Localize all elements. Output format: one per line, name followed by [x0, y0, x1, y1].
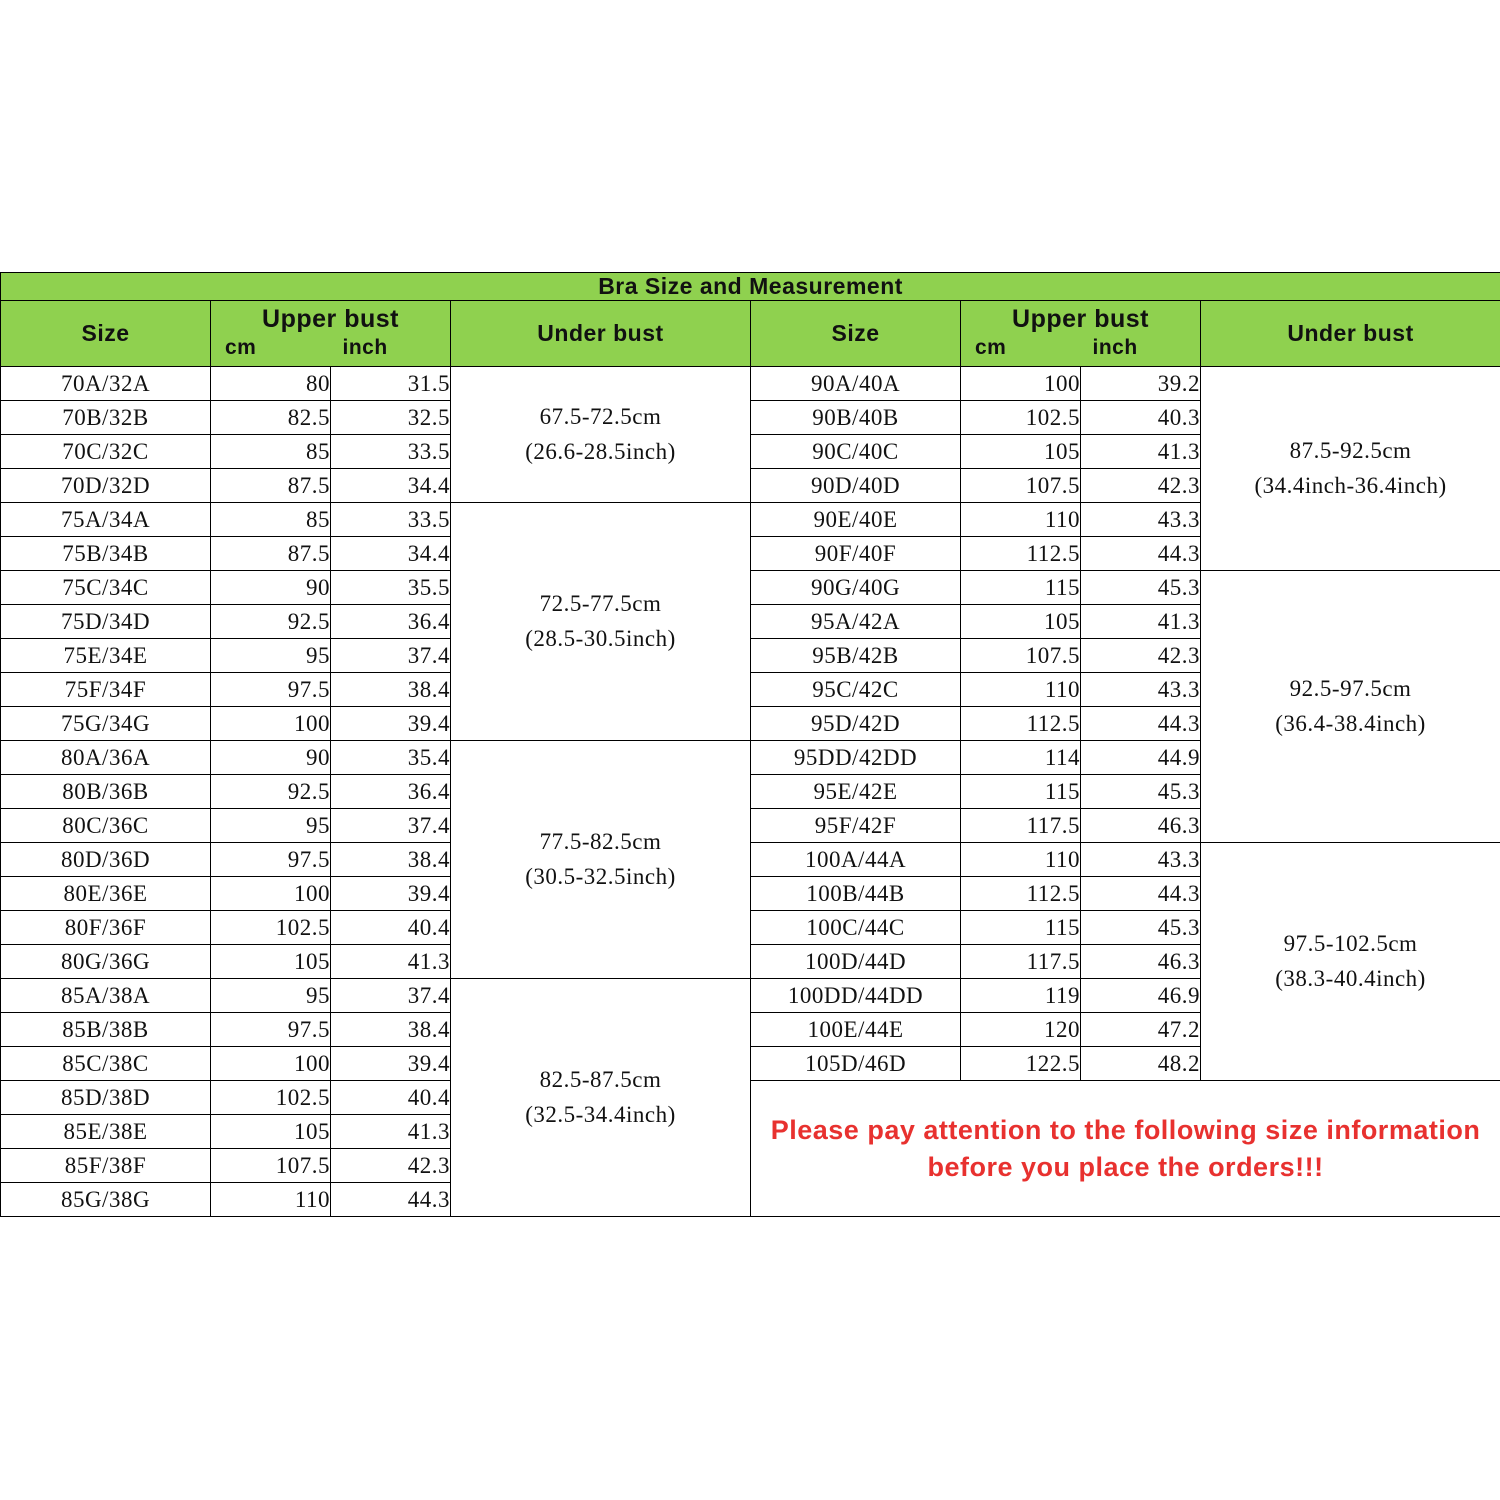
- row-inch-right: 43.3: [1081, 503, 1201, 537]
- row-size-right: 95A/42A: [751, 605, 961, 639]
- title-row: [1, 273, 1500, 301]
- row-cm-right: 114: [961, 741, 1081, 775]
- row-size-left: 75A/34A: [1, 503, 211, 537]
- row-size-left: 75C/34C: [1, 571, 211, 605]
- row-cm-right: 110: [961, 503, 1081, 537]
- under-bust-range-line1: 92.5-97.5cm: [1289, 676, 1412, 701]
- row-cm-right: 110: [961, 673, 1081, 707]
- row-inch-left: 33.5: [331, 503, 451, 537]
- row-cm-right: 115: [961, 571, 1081, 605]
- row-cm-right: 112.5: [961, 537, 1081, 571]
- row-inch-right: 46.3: [1081, 809, 1201, 843]
- row-cm-left: 100: [211, 877, 331, 911]
- header-under-bust-left: Under bust: [451, 301, 751, 367]
- row-cm-left: 97.5: [211, 1013, 331, 1047]
- row-cm-right: 117.5: [961, 809, 1081, 843]
- row-inch-left: 33.5: [331, 435, 451, 469]
- under-bust-range-left: [451, 979, 751, 1217]
- row-inch-left: 39.4: [331, 707, 451, 741]
- row-cm-right: 115: [961, 911, 1081, 945]
- table-row: [1, 843, 1500, 877]
- row-size-left: 75D/34D: [1, 605, 211, 639]
- table-row: [1, 1081, 1500, 1115]
- under-bust-range-line1: 97.5-102.5cm: [1283, 931, 1418, 956]
- row-size-left: 85A/38A: [1, 979, 211, 1013]
- row-cm-right: 112.5: [961, 707, 1081, 741]
- row-inch-left: 32.5: [331, 401, 451, 435]
- row-inch-right: 45.3: [1081, 911, 1201, 945]
- row-cm-right: 107.5: [961, 469, 1081, 503]
- row-size-left: 80F/36F: [1, 911, 211, 945]
- header-inch-right: inch: [1092, 336, 1138, 359]
- row-inch-left: 41.3: [331, 945, 451, 979]
- under-bust-range-line1: 82.5-87.5cm: [539, 1067, 662, 1092]
- header-size-right: Size: [751, 301, 961, 367]
- under-bust-range-line2: (34.4inch-36.4inch): [1254, 472, 1447, 498]
- row-size-right: 105D/46D: [751, 1047, 961, 1081]
- row-cm-left: 95: [211, 979, 331, 1013]
- header-cm-right: cm: [975, 336, 1007, 359]
- row-cm-left: 95: [211, 809, 331, 843]
- header-upper-bust-right-label: Upper bust: [1012, 305, 1149, 333]
- row-cm-left: 100: [211, 707, 331, 741]
- under-bust-range-line2: (32.5-34.4inch): [525, 1101, 676, 1127]
- size-notice-text: Please pay attention to the following size information before you place the orders!!!: [770, 1115, 1481, 1182]
- row-cm-right: 105: [961, 435, 1081, 469]
- row-size-right: 95E/42E: [751, 775, 961, 809]
- row-size-left: 85E/38E: [1, 1115, 211, 1149]
- row-cm-left: 107.5: [211, 1149, 331, 1183]
- under-bust-range-right: [1201, 367, 1500, 571]
- row-size-left: 75B/34B: [1, 537, 211, 571]
- row-cm-left: 105: [211, 1115, 331, 1149]
- row-size-right: 90A/40A: [751, 367, 961, 401]
- row-inch-left: 37.4: [331, 979, 451, 1013]
- row-cm-left: 100: [211, 1047, 331, 1081]
- row-inch-left: 40.4: [331, 911, 451, 945]
- row-cm-left: 102.5: [211, 911, 331, 945]
- row-size-right: 90E/40E: [751, 503, 961, 537]
- row-size-left: 80E/36E: [1, 877, 211, 911]
- under-bust-range-line2: (38.3-40.4inch): [1275, 965, 1426, 991]
- bra-size-table: [0, 272, 1500, 1217]
- row-inch-right: 45.3: [1081, 571, 1201, 605]
- row-inch-right: 43.3: [1081, 843, 1201, 877]
- row-inch-left: 38.4: [331, 843, 451, 877]
- under-bust-range-line1: 72.5-77.5cm: [539, 591, 662, 616]
- row-size-left: 80C/36C: [1, 809, 211, 843]
- row-size-left: 70D/32D: [1, 469, 211, 503]
- row-inch-left: 44.3: [331, 1183, 451, 1217]
- row-cm-right: 102.5: [961, 401, 1081, 435]
- row-cm-right: 122.5: [961, 1047, 1081, 1081]
- row-inch-left: 39.4: [331, 1047, 451, 1081]
- row-inch-right: 43.3: [1081, 673, 1201, 707]
- row-cm-right: 120: [961, 1013, 1081, 1047]
- row-size-left: 85G/38G: [1, 1183, 211, 1217]
- row-cm-left: 85: [211, 503, 331, 537]
- row-size-right: 90G/40G: [751, 571, 961, 605]
- row-size-left: 80G/36G: [1, 945, 211, 979]
- row-cm-left: 90: [211, 741, 331, 775]
- row-inch-left: 42.3: [331, 1149, 451, 1183]
- row-inch-right: 47.2: [1081, 1013, 1201, 1047]
- header-cm-left: cm: [225, 336, 257, 359]
- row-size-right: 95F/42F: [751, 809, 961, 843]
- row-size-left: 75F/34F: [1, 673, 211, 707]
- row-inch-right: 39.2: [1081, 367, 1201, 401]
- under-bust-range-line1: 77.5-82.5cm: [539, 829, 662, 854]
- row-size-right: 100C/44C: [751, 911, 961, 945]
- row-size-right: 90D/40D: [751, 469, 961, 503]
- row-cm-left: 105: [211, 945, 331, 979]
- row-cm-left: 92.5: [211, 775, 331, 809]
- row-cm-right: 105: [961, 605, 1081, 639]
- header-row: [1, 301, 1500, 367]
- row-cm-left: 97.5: [211, 843, 331, 877]
- row-inch-left: 39.4: [331, 877, 451, 911]
- under-bust-range-left: [451, 741, 751, 979]
- header-upper-bust-right: [961, 301, 1201, 367]
- row-size-right: 100DD/44DD: [751, 979, 961, 1013]
- header-upper-bust-left-label: Upper bust: [262, 305, 399, 333]
- row-size-right: 95DD/42DD: [751, 741, 961, 775]
- under-bust-range-right: [1201, 843, 1500, 1081]
- row-size-right: 100A/44A: [751, 843, 961, 877]
- under-bust-range-line2: (30.5-32.5inch): [525, 863, 676, 889]
- row-size-left: 75E/34E: [1, 639, 211, 673]
- under-bust-range-line2: (36.4-38.4inch): [1275, 710, 1426, 736]
- row-inch-right: 41.3: [1081, 605, 1201, 639]
- row-inch-left: 37.4: [331, 639, 451, 673]
- row-cm-left: 87.5: [211, 469, 331, 503]
- row-cm-left: 82.5: [211, 401, 331, 435]
- header-upper-bust-left: [211, 301, 451, 367]
- row-inch-right: 42.3: [1081, 469, 1201, 503]
- under-bust-range-right: [1201, 571, 1500, 843]
- row-cm-right: 117.5: [961, 945, 1081, 979]
- row-cm-right: 115: [961, 775, 1081, 809]
- row-inch-left: 36.4: [331, 605, 451, 639]
- row-size-right: 95C/42C: [751, 673, 961, 707]
- row-cm-right: 112.5: [961, 877, 1081, 911]
- row-size-left: 80B/36B: [1, 775, 211, 809]
- under-bust-range-line1: 67.5-72.5cm: [539, 404, 662, 429]
- row-cm-left: 95: [211, 639, 331, 673]
- row-inch-left: 34.4: [331, 469, 451, 503]
- row-inch-left: 35.5: [331, 571, 451, 605]
- row-size-right: 100B/44B: [751, 877, 961, 911]
- row-size-right: 100D/44D: [751, 945, 961, 979]
- row-size-left: 85F/38F: [1, 1149, 211, 1183]
- row-inch-left: 36.4: [331, 775, 451, 809]
- row-inch-left: 37.4: [331, 809, 451, 843]
- row-inch-left: 41.3: [331, 1115, 451, 1149]
- row-cm-left: 110: [211, 1183, 331, 1217]
- row-inch-right: 42.3: [1081, 639, 1201, 673]
- row-cm-left: 92.5: [211, 605, 331, 639]
- row-size-right: 90F/40F: [751, 537, 961, 571]
- under-bust-range-line2: (28.5-30.5inch): [525, 625, 676, 651]
- under-bust-range-line2: (26.6-28.5inch): [525, 438, 676, 464]
- row-size-right: 90B/40B: [751, 401, 961, 435]
- under-bust-range-line1: 87.5-92.5cm: [1289, 438, 1412, 463]
- row-inch-right: 41.3: [1081, 435, 1201, 469]
- row-inch-right: 44.9: [1081, 741, 1201, 775]
- row-size-left: 85D/38D: [1, 1081, 211, 1115]
- row-inch-right: 48.2: [1081, 1047, 1201, 1081]
- row-cm-left: 97.5: [211, 673, 331, 707]
- row-inch-left: 31.5: [331, 367, 451, 401]
- row-inch-left: 38.4: [331, 673, 451, 707]
- row-cm-right: 100: [961, 367, 1081, 401]
- row-inch-right: 46.3: [1081, 945, 1201, 979]
- row-cm-left: 90: [211, 571, 331, 605]
- row-cm-left: 102.5: [211, 1081, 331, 1115]
- row-size-right: 100E/44E: [751, 1013, 961, 1047]
- row-cm-left: 87.5: [211, 537, 331, 571]
- row-size-right: 90C/40C: [751, 435, 961, 469]
- size-notice: [751, 1081, 1500, 1217]
- row-inch-left: 34.4: [331, 537, 451, 571]
- under-bust-range-left: [451, 503, 751, 741]
- row-size-left: 85B/38B: [1, 1013, 211, 1047]
- table-row: [1, 571, 1500, 605]
- row-inch-left: 38.4: [331, 1013, 451, 1047]
- row-size-right: 95D/42D: [751, 707, 961, 741]
- row-size-left: 80A/36A: [1, 741, 211, 775]
- row-size-left: 80D/36D: [1, 843, 211, 877]
- row-size-left: 70A/32A: [1, 367, 211, 401]
- row-inch-right: 44.3: [1081, 537, 1201, 571]
- page-title: Bra Size and Measurement: [1, 273, 1500, 301]
- row-inch-right: 44.3: [1081, 877, 1201, 911]
- under-bust-range-left: [451, 367, 751, 503]
- row-size-left: 75G/34G: [1, 707, 211, 741]
- row-size-right: 95B/42B: [751, 639, 961, 673]
- row-inch-left: 35.4: [331, 741, 451, 775]
- row-size-left: 70B/32B: [1, 401, 211, 435]
- row-inch-right: 45.3: [1081, 775, 1201, 809]
- row-cm-right: 107.5: [961, 639, 1081, 673]
- header-inch-left: inch: [342, 336, 388, 359]
- row-size-left: 70C/32C: [1, 435, 211, 469]
- size-chart-container: [0, 272, 1500, 1217]
- row-inch-right: 46.9: [1081, 979, 1201, 1013]
- row-inch-left: 40.4: [331, 1081, 451, 1115]
- row-cm-right: 119: [961, 979, 1081, 1013]
- row-size-left: 85C/38C: [1, 1047, 211, 1081]
- row-cm-right: 110: [961, 843, 1081, 877]
- table-row: [1, 367, 1500, 401]
- row-inch-right: 44.3: [1081, 707, 1201, 741]
- header-under-bust-right: Under bust: [1201, 301, 1500, 367]
- row-cm-left: 85: [211, 435, 331, 469]
- row-inch-right: 40.3: [1081, 401, 1201, 435]
- header-size-left: Size: [1, 301, 211, 367]
- row-cm-left: 80: [211, 367, 331, 401]
